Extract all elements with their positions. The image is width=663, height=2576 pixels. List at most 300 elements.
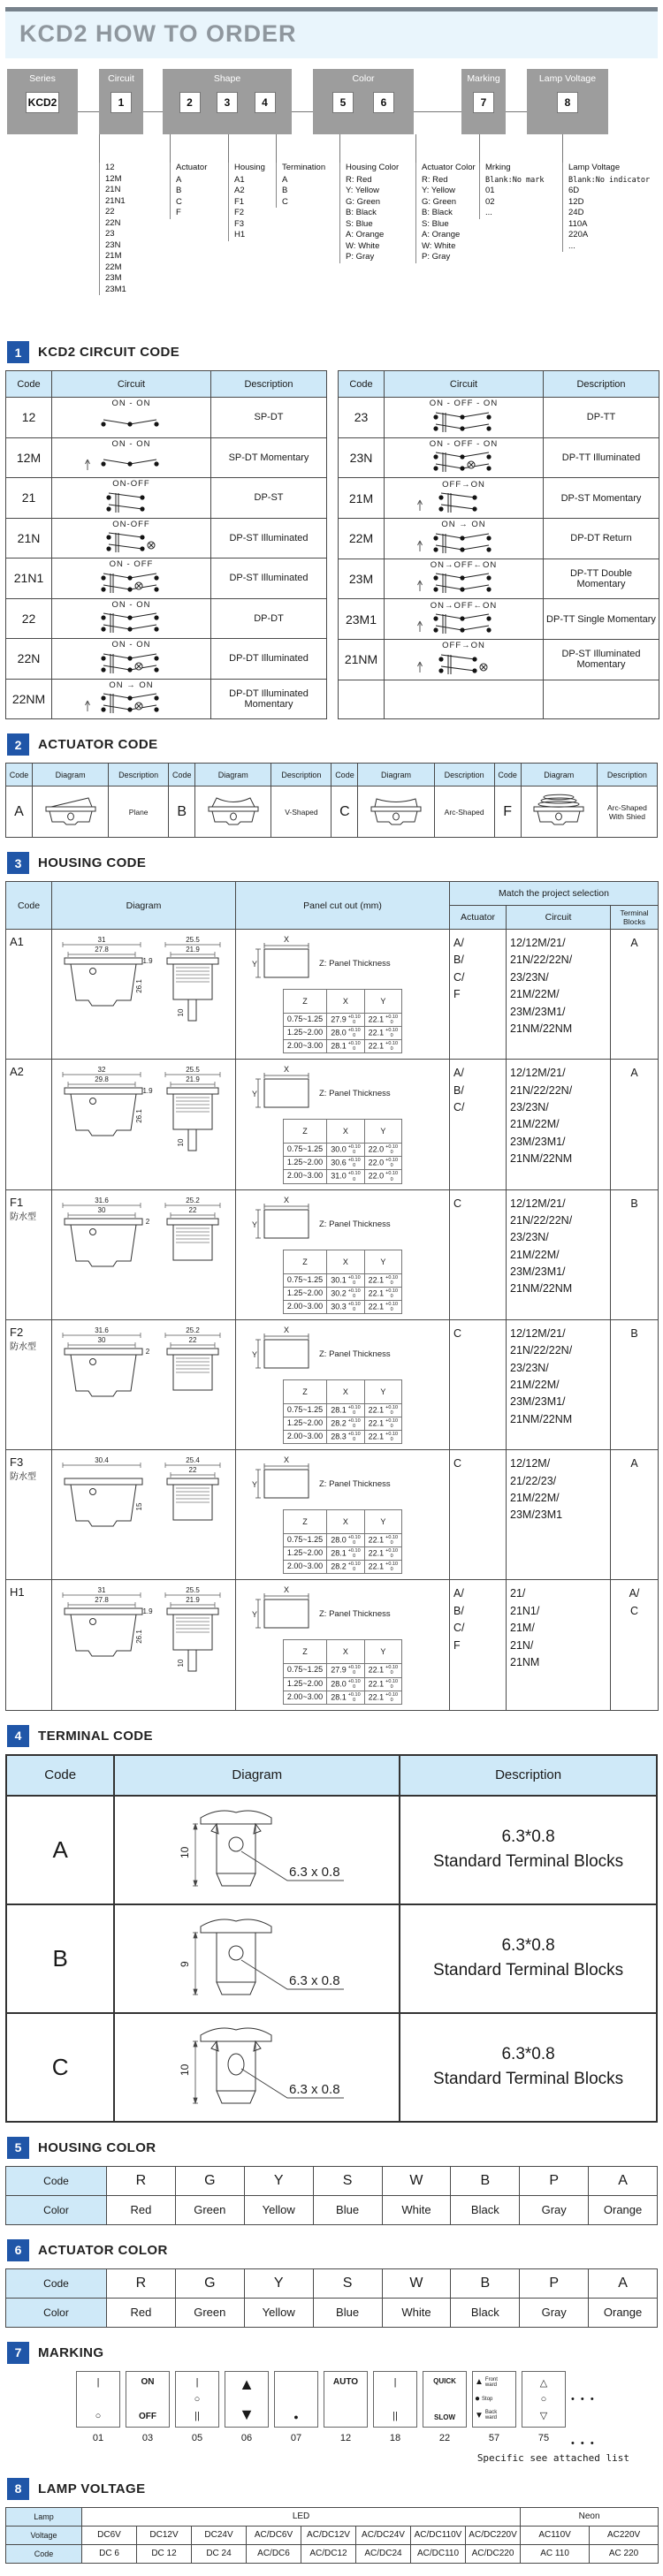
flow-list-item: 21N1 [105, 195, 126, 206]
flow-group [7, 69, 78, 134]
lamp-voltage-value: AC220V [590, 2526, 659, 2544]
housing-row [6, 1060, 659, 1189]
flow-list-item: F3 [234, 218, 245, 229]
cutout-row: 1.25~2.00 30.6 +0.10 0 22.0 +0.10 0 [283, 1157, 401, 1170]
circuit-row [6, 478, 327, 519]
marking-code: 03 [141, 2432, 154, 2443]
marking-code: 22 [438, 2432, 451, 2443]
flow-list [562, 163, 650, 252]
svg-text:25.4: 25.4 [186, 1456, 200, 1465]
color-code: W [382, 2166, 451, 2195]
circuit-code-table-left [5, 370, 327, 719]
cutout-row: 2.00~3.00 28.2 +0.10 0 22.1 +0.10 0 [283, 1561, 401, 1574]
flow-cell: 5 [332, 92, 354, 113]
flow-cell: 6 [373, 92, 394, 113]
section-4-header [7, 1725, 656, 1747]
circuit-state-label: OFF→ON [442, 479, 485, 490]
circuit-description: DP-DT Illuminated [211, 639, 327, 680]
flow-list-title: Actuator [176, 163, 208, 172]
circuit-row [339, 398, 659, 438]
flow-list-item: A [176, 174, 182, 185]
section-7-title: MARKING [38, 2344, 104, 2360]
terminal-description: 6.3*0.8 Standard Terminal Blocks [400, 1796, 657, 1904]
marking-item [175, 2371, 219, 2443]
cutout-row: 1.25~2.00 28.0 +0.10 0 22.1 +0.10 0 [283, 1027, 401, 1040]
svg-text:32: 32 [97, 1066, 106, 1075]
marking-code: 57 [488, 2432, 500, 2443]
circuit-diagram [52, 478, 211, 519]
color-name: Blue [313, 2195, 382, 2224]
housing-circuit-match: 21/ 21N1/ 21M/ 21N/ 21NM [507, 1580, 611, 1710]
marking-symbol-box [324, 2371, 368, 2428]
svg-text:Z: Panel Thickness: Z: Panel Thickness [319, 1479, 391, 1490]
circuit-col-header: Circuit [52, 371, 211, 398]
cutout-col-header: Y [364, 1250, 401, 1273]
actuator-col-header: Description [434, 764, 494, 786]
color-code: S [313, 2166, 382, 2195]
cutout-col-header: Y [364, 990, 401, 1014]
terminal-row [6, 1904, 657, 2013]
color-name-label: Color [6, 2195, 107, 2224]
color-name: Green [175, 2298, 244, 2327]
cutout-col-header: Z [283, 1120, 326, 1144]
section-8-number: 8 [7, 2478, 29, 2500]
lamp-voltage-value: AC110V [521, 2526, 590, 2544]
marking-symbol: | [195, 2376, 199, 2388]
cutout-row: 0.75~1.25 30.0 +0.10 0 22.0 +0.10 0 [283, 1144, 401, 1157]
circuit-diagram [385, 640, 544, 680]
housing-diagram [52, 1319, 236, 1449]
page-title-text: KCD2 HOW TO ORDER [19, 20, 297, 47]
flow-drop-line [339, 134, 340, 163]
svg-text:X: X [283, 935, 290, 944]
section-3-title: HOUSING CODE [38, 855, 147, 870]
actuator-description: Plane [109, 786, 169, 838]
lamp-code-row [6, 2544, 659, 2563]
actuator-code: F [494, 786, 521, 838]
section-6-title: ACTUATOR COLOR [38, 2242, 168, 2258]
marking-arrow-label: Front ward [484, 2376, 498, 2388]
housing-col-header: Panel cut out (mm) [236, 882, 450, 930]
svg-text:30: 30 [97, 1205, 106, 1214]
housing-actuator-match: C [450, 1189, 507, 1319]
panel-cutout-table [283, 1639, 402, 1704]
flow-list-item: B [176, 186, 182, 195]
flow-drop-line [415, 134, 416, 163]
cutout-col-header: Z [283, 990, 326, 1014]
housing-row [6, 1189, 659, 1319]
actuator-col-header: Diagram [195, 764, 271, 786]
marking-item [76, 2371, 120, 2443]
housing-color-table [5, 2166, 658, 2225]
circuit-description: DP-TT Double Momentary [544, 559, 659, 599]
housing-circuit-match: 12/12M/21/ 21N/22/22N/ 23/23N/ 21M/22M/ 23M/23M1/ 21NM/22NM [507, 1319, 611, 1449]
color-code: R [107, 2268, 176, 2298]
flow-cell: 7 [473, 92, 494, 113]
cutout-col-header: X [327, 990, 364, 1014]
flow-drop-line [99, 134, 100, 163]
actuator-row [6, 786, 658, 838]
cutout-row: 1.25~2.00 30.2 +0.10 0 22.1 +0.10 0 [283, 1287, 401, 1300]
svg-text:Y: Y [252, 1220, 258, 1229]
circuit-diagram [52, 518, 211, 559]
flow-list-item: 6D [568, 186, 580, 195]
cutout-row: 0.75~1.25 27.9 +0.10 0 22.1 +0.10 0 [283, 1014, 401, 1027]
circuit-state-label: ON - OFF - ON [429, 438, 499, 449]
svg-text:31: 31 [97, 936, 106, 944]
lamp-code-value: AC/DC12 [301, 2544, 356, 2563]
marking-symbol-box [423, 2371, 467, 2428]
svg-text:31.6: 31.6 [95, 1196, 109, 1204]
actuator-col-header: Diagram [33, 764, 109, 786]
circuit-row [339, 640, 659, 680]
svg-text:6.3 x 0.8: 6.3 x 0.8 [288, 1864, 340, 1880]
marking-symbol: ▽ [539, 2410, 548, 2421]
flow-list-item: F [176, 208, 181, 217]
circuit-code-tables [5, 370, 658, 719]
cutout-col-header: Z [283, 1510, 326, 1534]
circuit-state-label: ON - ON [111, 438, 151, 449]
svg-text:26.1: 26.1 [135, 979, 143, 993]
actuator-code-table-inner [5, 763, 658, 838]
marking-symbol: ON [141, 2376, 155, 2387]
flow-cell: 1 [110, 92, 132, 113]
color-name: Orange [589, 2298, 658, 2327]
circuit-description: DP-DT Illuminated Momentary [211, 679, 327, 719]
housing-actuator-match: A/ B/ C/ F [450, 1580, 507, 1710]
terminal-row [6, 2013, 657, 2122]
flow-list-item: R: Red [346, 174, 372, 185]
color-code: P [520, 2268, 589, 2298]
flow-list-item: A: Orange [422, 230, 461, 239]
svg-text:X: X [283, 1065, 290, 1075]
circuit-state-label: ON - OFF - ON [429, 399, 499, 409]
color-code: Y [244, 2166, 313, 2195]
color-name: Orange [589, 2195, 658, 2224]
section-1-number: 1 [7, 341, 29, 363]
color-code: W [382, 2268, 451, 2298]
flow-list-item: 220A [568, 230, 589, 239]
circuit-code-table-right [338, 370, 659, 719]
flow-group [313, 69, 414, 134]
housing-panel-cutout [236, 1319, 450, 1449]
terminal-diagram [114, 1904, 400, 2013]
actuator-description: Arc-Shaped With Shied [597, 786, 657, 838]
svg-text:27.8: 27.8 [95, 946, 109, 954]
color-name: Yellow [244, 2298, 313, 2327]
marking-symbol-box [126, 2371, 170, 2428]
housing-col-header: Terminal Blocks [611, 906, 659, 930]
actuator-diagram [33, 786, 109, 838]
flow-drop-line [170, 134, 171, 163]
lamp-voltage-table-inner [5, 2507, 659, 2564]
flow-list-item: A2 [234, 186, 245, 195]
svg-text:30.4: 30.4 [95, 1456, 109, 1465]
cutout-row: 2.00~3.00 31.0 +0.10 0 22.0 +0.10 0 [283, 1170, 401, 1183]
marking-item [274, 2371, 318, 2443]
circuit-row [6, 559, 327, 599]
flow-group-label: Lamp Voltage [538, 73, 597, 84]
housing-row [6, 1450, 659, 1580]
lamp-label: Lamp [6, 2507, 82, 2526]
housing-panel-cutout [236, 1189, 450, 1319]
marking-item [126, 2371, 170, 2443]
marking-symbol: ▼ [239, 2405, 255, 2423]
section-2-title: ACTUATOR CODE [38, 737, 158, 752]
circuit-diagram [52, 559, 211, 599]
lamp-code-value: AC 220 [590, 2544, 659, 2563]
circuit-description [544, 680, 659, 718]
lamp-code-value: DC 24 [192, 2544, 247, 2563]
svg-text:Y: Y [252, 1349, 258, 1359]
panel-cutout-table [283, 1250, 402, 1314]
circuit-description: DP-ST Momentary [544, 478, 659, 519]
svg-text:21.9: 21.9 [186, 1596, 200, 1605]
svg-text:Y: Y [252, 1610, 258, 1620]
terminal-col-header: Diagram [114, 1755, 400, 1796]
svg-text:10: 10 [177, 1008, 185, 1017]
lamp-voltage-value: AC/DC110V [411, 2526, 466, 2544]
section-3-number: 3 [7, 852, 29, 874]
circuit-code: 21M [339, 478, 385, 519]
circuit-code: 12M [6, 437, 52, 478]
cutout-col-header: X [327, 1250, 364, 1273]
marking-symbol: || [392, 2410, 398, 2421]
lamp-voltage-value: AC/DC6V [247, 2526, 301, 2544]
color-code-row [6, 2268, 658, 2298]
housing-diagram [52, 1189, 236, 1319]
marking-code: 12 [339, 2432, 352, 2443]
marking-item [324, 2371, 368, 2443]
svg-text:31.6: 31.6 [95, 1326, 109, 1334]
page-title [5, 7, 658, 58]
housing-code-table [5, 881, 658, 1711]
svg-text:Y: Y [252, 1480, 258, 1490]
flow-list-item: 24D [568, 208, 584, 217]
marking-arrow-label: Back ward [484, 2410, 498, 2421]
code-label: Code [6, 2544, 82, 2563]
color-code-label: Code [6, 2268, 107, 2298]
flow-list-item: 110A [568, 218, 588, 229]
lamp-voltage-value: AC/DC24V [356, 2526, 411, 2544]
actuator-diagram [195, 786, 271, 838]
lamp-voltage-row [6, 2526, 659, 2544]
flow-cell: 3 [217, 92, 238, 113]
flow-list-item: A1 [234, 174, 245, 185]
actuator-col-header: Diagram [521, 764, 597, 786]
flow-cell: KCD2 [26, 92, 60, 113]
housing-diagram [52, 1580, 236, 1710]
circuit-code: 23N [339, 437, 385, 478]
marking-symbol: AUTO [332, 2376, 359, 2387]
flow-list-item: H1 [234, 230, 246, 239]
svg-text:27.8: 27.8 [95, 1596, 109, 1605]
housing-code: F3 防水型 [6, 1450, 52, 1580]
housing-circuit-match: 12/12M/ 21/22/23/ 21M/22M/ 23M/23M1 [507, 1450, 611, 1580]
circuit-state-label: ON → ON [109, 680, 154, 690]
flow-group-label: Series [29, 73, 56, 84]
circuit-row [339, 437, 659, 478]
circuit-code: 22N [6, 639, 52, 680]
flow-list-item: 12M [105, 173, 122, 184]
actuator-col-header: Description [271, 764, 332, 786]
flow-list-item: S: Blue [346, 218, 373, 229]
terminal-diagram [114, 2013, 400, 2122]
svg-text:25.5: 25.5 [186, 936, 200, 944]
flow-list-item: A [282, 174, 288, 185]
housing-diagram [52, 930, 236, 1060]
section-4-number: 4 [7, 1725, 29, 1747]
color-code: R [107, 2166, 176, 2195]
flow-list [479, 163, 545, 219]
housing-col-header: Circuit [507, 906, 611, 930]
terminal-description: 6.3*0.8 Standard Terminal Blocks [400, 1904, 657, 2013]
marking-item [472, 2371, 516, 2443]
circuit-state-label: ON - ON [111, 599, 151, 610]
marking-ellipsis: • • • • • • [571, 2393, 596, 2449]
svg-text:10: 10 [177, 1138, 185, 1147]
cutout-col-header: Y [364, 1510, 401, 1534]
actuator-code-table [5, 763, 658, 838]
flow-list-item: W: White [346, 240, 380, 251]
circuit-row [339, 680, 659, 718]
flow-list-title: Housing Color [346, 163, 400, 172]
flow-list-item: Y: Yellow [346, 186, 380, 195]
housing-panel-cutout [236, 1580, 450, 1710]
flow-list-item: 12 [105, 163, 115, 172]
circuit-code [339, 680, 385, 718]
circuit-code: 22NM [6, 679, 52, 719]
circuit-col-header: Circuit [385, 371, 544, 398]
actuator-col-header: Code [6, 764, 33, 786]
svg-text:Z: Panel Thickness: Z: Panel Thickness [319, 1089, 391, 1099]
actuator-code: A [6, 786, 33, 838]
circuit-description: DP-ST Illuminated [211, 518, 327, 559]
flow-list-item: ... [485, 208, 492, 217]
actuator-diagram [521, 786, 597, 838]
svg-text:26.1: 26.1 [135, 1630, 143, 1645]
cutout-col-header: Y [364, 1640, 401, 1664]
color-code: G [175, 2166, 244, 2195]
actuator-col-header: Diagram [358, 764, 434, 786]
cutout-row: 2.00~3.00 28.1 +0.10 0 22.1 +0.10 0 [283, 1040, 401, 1053]
terminal-diagram [114, 1796, 400, 1904]
marking-symbol: | [393, 2376, 397, 2388]
housing-code: F2 防水型 [6, 1319, 52, 1449]
panel-cutout-table [283, 989, 402, 1053]
marking-symbol-box [175, 2371, 219, 2428]
marking-symbol-box [472, 2371, 516, 2428]
marking-symbol: || [194, 2410, 200, 2421]
cutout-col-header: Z [283, 1379, 326, 1403]
housing-terminal-match: A [611, 1060, 659, 1189]
housing-panel-cutout [236, 1060, 450, 1189]
svg-text:Z: Panel Thickness: Z: Panel Thickness [319, 1349, 391, 1359]
circuit-code: 21 [6, 478, 52, 519]
marking-arrow-icon: ● [475, 2394, 481, 2405]
flow-list-item: Blank:No mark [485, 175, 545, 185]
color-name: Black [451, 2298, 520, 2327]
color-code: A [589, 2166, 658, 2195]
circuit-description: DP-TT Single Momentary [544, 599, 659, 640]
housing-diagram [52, 1450, 236, 1580]
circuit-col-header: Description [211, 371, 327, 398]
circuit-state-label: ON-OFF [112, 479, 150, 489]
circuit-row [6, 639, 327, 680]
circuit-diagram [385, 559, 544, 599]
flow-list-item: B: Black [346, 208, 377, 217]
housing-terminal-match: B [611, 1189, 659, 1319]
color-code: B [451, 2268, 520, 2298]
cutout-row: 0.75~1.25 28.1 +0.10 0 22.1 +0.10 0 [283, 1403, 401, 1417]
flow-list-item: 23M1 [105, 284, 126, 294]
circuit-state-label: ON → ON [441, 520, 486, 530]
section-5-title: HOUSING COLOR [38, 2139, 156, 2155]
color-code: A [589, 2268, 658, 2298]
panel-cutout-table [283, 1379, 402, 1444]
color-name: Red [107, 2298, 176, 2327]
flow-drop-line [562, 134, 563, 163]
terminal-col-header: Code [6, 1755, 114, 1796]
section-4-title: TERMINAL CODE [38, 1728, 153, 1744]
circuit-state-label: ON-OFF [112, 519, 150, 529]
flow-list-item: W: White [422, 240, 456, 251]
circuit-diagram [52, 679, 211, 719]
marking-code: 18 [389, 2432, 401, 2443]
housing-terminal-match: A [611, 930, 659, 1060]
housing-actuator-match: A/ B/ C/ [450, 1060, 507, 1189]
flow-list-item: C [282, 196, 288, 207]
housing-actuator-match: C [450, 1450, 507, 1580]
svg-text:25.2: 25.2 [186, 1326, 200, 1334]
circuit-diagram [385, 599, 544, 640]
color-name: Gray [520, 2195, 589, 2224]
marking-note: Specific see attached list [476, 2451, 629, 2464]
section-6-header [7, 2239, 656, 2261]
lamp-neon-label: Neon [521, 2507, 659, 2526]
svg-text:26.1: 26.1 [135, 1109, 143, 1124]
housing-col-header: Code [6, 882, 52, 930]
flow-group [461, 69, 506, 134]
marking-symbol: ▲ [239, 2375, 255, 2393]
cutout-col-header: X [327, 1510, 364, 1534]
terminal-code-table [5, 1754, 658, 2123]
lamp-code-value: AC/DC6 [247, 2544, 301, 2563]
lamp-voltage-value: AC/DC220V [466, 2526, 521, 2544]
marking-item [522, 2371, 566, 2443]
housing-panel-cutout [236, 930, 450, 1060]
marking-code: 01 [92, 2432, 104, 2443]
panel-cutout-table [283, 1119, 402, 1183]
cutout-row: 2.00~3.00 28.3 +0.10 0 22.1 +0.10 0 [283, 1431, 401, 1444]
section-8-title: LAMP VOLTAGE [38, 2481, 146, 2496]
housing-code: A2 [6, 1060, 52, 1189]
terminal-code: A [6, 1796, 114, 1904]
section-1-title: KCD2 CIRCUIT CODE [38, 345, 180, 360]
color-code-row [6, 2166, 658, 2195]
cutout-row: 1.25~2.00 28.2 +0.10 0 22.1 +0.10 0 [283, 1417, 401, 1430]
terminal-code: C [6, 2013, 114, 2122]
flow-list [228, 163, 265, 241]
circuit-code: 12 [6, 398, 52, 438]
marking-code: 06 [240, 2432, 253, 2443]
svg-text:2: 2 [145, 1347, 150, 1356]
color-name: White [382, 2298, 451, 2327]
svg-text:6.3 x 0.8: 6.3 x 0.8 [288, 2081, 340, 2097]
housing-diagram [52, 1060, 236, 1189]
marking-symbol: ● [293, 2412, 299, 2421]
color-code: B [451, 2166, 520, 2195]
